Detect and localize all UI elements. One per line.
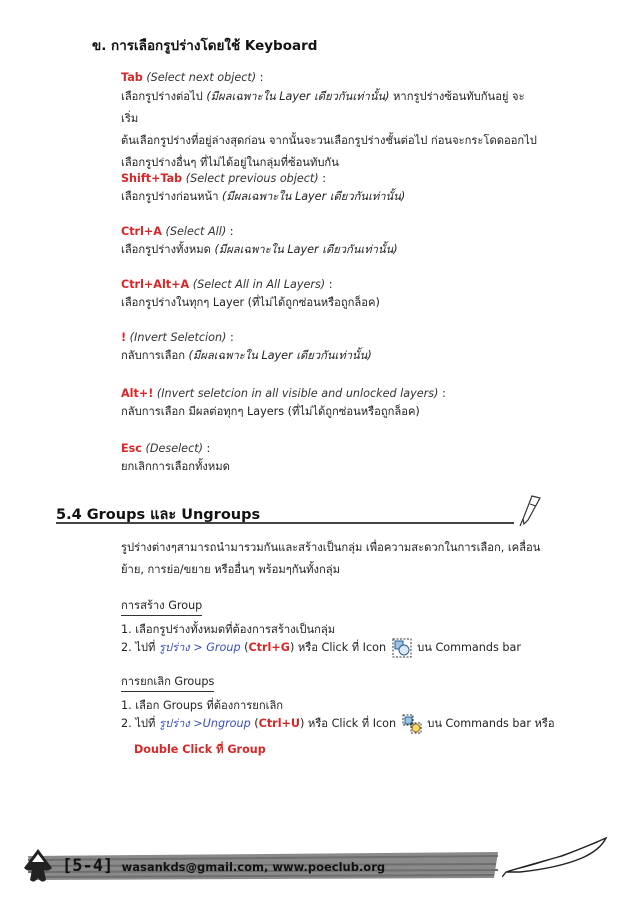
ungroup-icon (402, 714, 422, 734)
menu-path: รูปร่าง >Ungroup (158, 717, 251, 730)
shortcut-key: Ctrl+U (258, 717, 300, 730)
shortcut-colon: : (325, 278, 333, 291)
page-number: [5-4] (62, 856, 114, 876)
shortcut-alt-invert-desc (121, 401, 541, 423)
ungroup-step-2 (121, 714, 555, 734)
step-text: 2. ไปที่ (121, 717, 159, 730)
desc-text: เลือกรูปร่างก่อนหน้า (121, 190, 223, 203)
shortcut-alt-invert (121, 386, 446, 402)
shortcut-action: (Invert seletcion in all visible and unlocked layers) (156, 387, 439, 400)
double-click-note: Double Click ที่ Group (134, 743, 266, 756)
shortcut-action: (Invert Seletcion) (129, 331, 227, 344)
shortcut-key: Shift+Tab (121, 172, 183, 185)
shortcut-key: Ctrl+A (121, 225, 162, 238)
shortcut-key: Esc (121, 442, 142, 455)
step-text: บน Commands bar (417, 641, 521, 654)
shortcut-key: ! (121, 331, 127, 344)
shortcut-key: Ctrl+Alt+A (121, 278, 190, 291)
shortcut-colon: : (202, 442, 211, 455)
desc-text: ยกเลิกการเลือกทั้งหมด (121, 460, 230, 473)
shortcut-shift-tab-desc (121, 186, 541, 208)
section-title: 5.4 Groups และ Ungroups (56, 507, 261, 523)
shortcut-shift-tab (121, 171, 326, 187)
shortcut-invert-desc (121, 345, 541, 367)
step-text: 2. ไปที่ (121, 641, 159, 654)
shortcut-action: (Select previous object) (185, 172, 319, 185)
quill-pen-icon (502, 834, 610, 878)
shortcut-action: (Select All) (165, 225, 227, 238)
shortcut-ctrl-a (121, 224, 234, 240)
create-group-heading: การสร้าง Group (121, 596, 202, 616)
shortcut-tab-desc (121, 86, 541, 174)
shortcut-action: (Select next object) (146, 71, 257, 84)
create-step-1: 1. เลือกรูปร่างทั้งหมดที่ต้องการสร้างเป็นกลุ่ม (121, 623, 336, 636)
shortcut-ctrl-alt-a (121, 277, 333, 293)
ungroup-step-3 (134, 740, 266, 758)
desc-text: เลือกรูปร่างในทุกๆ Layer (ที่ไม่ได้ถูกซ่อนหรือถูกล็อค) (121, 296, 380, 309)
paragraph-line: รูปร่างต่างๆสามารถนำมารวมกันและสร้างเป็นกลุ่ม เพื่อความสะดวกในการเลือก, เคลื่อน (121, 541, 541, 554)
step-text: บน Commands bar หรือ (427, 717, 555, 730)
footer-text (62, 856, 385, 876)
inkscape-logo-icon (18, 846, 58, 886)
shortcut-esc-desc (121, 456, 541, 478)
desc-text: เลือกรูปร่างทั้งหมด (121, 243, 215, 256)
shortcut-key: Ctrl+G (248, 641, 290, 654)
desc-line (121, 86, 541, 130)
shortcut-colon: : (256, 71, 264, 84)
shortcut-action: (Select All in All Layers) (192, 278, 326, 291)
pen-nib-icon (510, 494, 544, 528)
desc-text: กลับการเลือก มีผลต่อทุกๆ Layers (ที่ไม่ได้ถูกซ่อนหรือถูกล็อค) (121, 405, 420, 418)
step-text: ( (240, 641, 249, 654)
shortcut-colon: : (226, 225, 234, 238)
shortcut-invert (121, 330, 234, 346)
desc-text: เลือกรูปร่างต่อไป (121, 90, 207, 103)
desc-text: ต้นเลือกรูปร่างที่อยู่ล่างสุดก่อน จากนั้นจะวนเลือกรูปร่างชั้นต่อไป ก่อนจะกระโดดออกไป (121, 134, 537, 147)
desc-text: เลือกรูปร่างอื่นๆ ที่ไม่ได้อยู่ในกลุ่มที่ซ้อนทับกัน (121, 156, 339, 169)
section-paragraph (121, 537, 551, 581)
shortcut-esc (121, 441, 210, 457)
group-icon (392, 638, 412, 658)
desc-note: (มีผลเฉพาะใน Layer เดียวกันเท่านั้น) (214, 243, 398, 256)
desc-text: กลับการเลือก (121, 349, 189, 362)
step-text: ) หรือ Click ที่ Icon (300, 717, 400, 730)
shortcut-tab (121, 70, 263, 86)
shortcut-ctrl-a-desc (121, 239, 541, 261)
desc-text: หากรูปร่างซ้อนทับกันอยู่ จะเริ่ม (121, 90, 525, 125)
shortcut-action: (Deselect) (145, 442, 203, 455)
heading-keyboard-selection: ข. การเลือกรูปร่างโดยใช้ Keyboard (92, 38, 318, 54)
shortcut-key: Tab (121, 71, 143, 84)
step-text: ( (250, 717, 259, 730)
shortcut-colon: : (226, 331, 234, 344)
desc-note: (มีผลเฉพาะใน Layer เดียวกันเท่านั้น) (206, 90, 390, 103)
menu-path: รูปร่าง > Group (158, 641, 241, 654)
shortcut-key: Alt+! (121, 387, 154, 400)
desc-line (121, 130, 541, 152)
step-text: ) หรือ Click ที่ Icon (289, 641, 390, 654)
shortcut-ctrl-alt-a-desc (121, 292, 541, 314)
section-underline (56, 522, 514, 524)
desc-note: (มีผลเฉพาะใน Layer เดียวกันเท่านั้น) (188, 349, 372, 362)
ungroup-step-1: 1. เลือก Groups ที่ต้องการยกเลิก (121, 699, 284, 712)
create-step-2 (121, 638, 521, 658)
shortcut-colon: : (438, 387, 446, 400)
desc-note: (มีผลเฉพาะใน Layer เดียวกันเท่านั้น) (222, 190, 406, 203)
paragraph-line: ย้าย, การย่อ/ขยาย หรืออื่นๆ พร้อมๆกันทั้งกลุ่ม (121, 563, 340, 576)
footer-contact: wasankds@gmail.com, www.poeclub.org (121, 860, 386, 874)
ungroup-heading: การยกเลิก Groups (121, 672, 214, 692)
shortcut-colon: : (318, 172, 326, 185)
